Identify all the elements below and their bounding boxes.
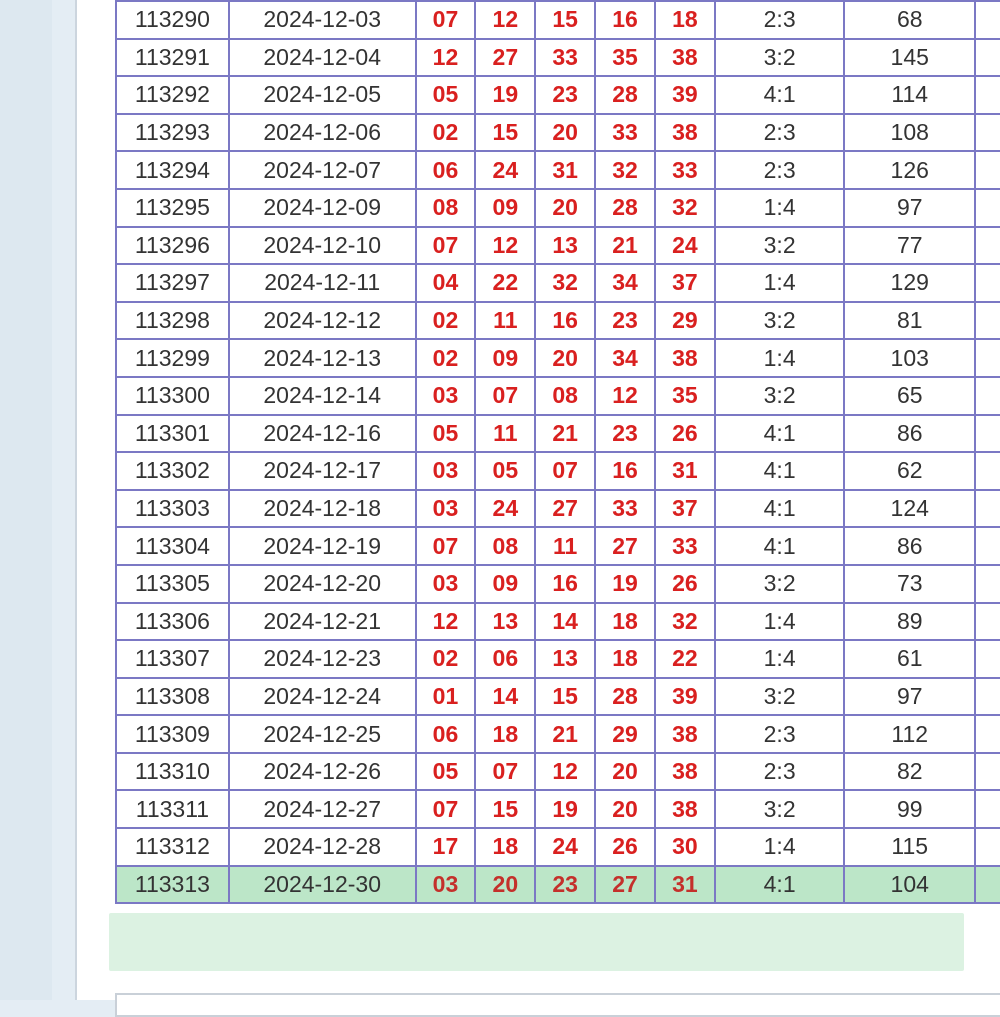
winning-number-cell: 07 <box>475 753 535 791</box>
table-row <box>116 527 1000 565</box>
winning-number-cell: 14 <box>475 678 535 716</box>
table-row <box>116 264 1000 302</box>
odd-even-ratio-cell: 1:4 <box>715 603 845 641</box>
winning-number-cell: 07 <box>416 790 476 828</box>
winning-number-cell: 03 <box>416 866 476 904</box>
winning-number-cell: 15 <box>475 114 535 152</box>
period-cell: 113309 <box>116 715 229 753</box>
table-row <box>116 302 1000 340</box>
sum-cell: 77 <box>844 227 975 265</box>
overflow-cell <box>975 189 1000 227</box>
winning-number-cell: 19 <box>475 76 535 114</box>
table-row <box>116 415 1000 453</box>
winning-number-cell: 13 <box>475 603 535 641</box>
sum-cell: 115 <box>844 828 975 866</box>
odd-even-ratio-cell: 4:1 <box>715 866 845 904</box>
overflow-cell <box>975 377 1000 415</box>
winning-number-cell: 01 <box>416 678 476 716</box>
odd-even-ratio-cell: 2:3 <box>715 114 845 152</box>
winning-number-cell: 35 <box>655 377 715 415</box>
winning-number-cell: 03 <box>416 490 476 528</box>
period-cell: 113305 <box>116 565 229 603</box>
period-cell: 113292 <box>116 76 229 114</box>
period-cell: 113298 <box>116 302 229 340</box>
sum-cell: 104 <box>844 866 975 904</box>
overflow-cell <box>975 39 1000 77</box>
winning-number-cell: 38 <box>655 753 715 791</box>
sum-cell: 103 <box>844 339 975 377</box>
odd-even-ratio-cell: 3:2 <box>715 377 845 415</box>
winning-number-cell: 38 <box>655 715 715 753</box>
date-cell: 2024-12-04 <box>229 39 416 77</box>
table-row <box>116 1 1000 39</box>
sum-cell: 61 <box>844 640 975 678</box>
winning-number-cell: 20 <box>595 753 655 791</box>
winning-number-cell: 08 <box>535 377 595 415</box>
winning-number-cell: 17 <box>416 828 476 866</box>
table-row <box>116 715 1000 753</box>
winning-number-cell: 31 <box>535 151 595 189</box>
date-cell: 2024-12-07 <box>229 151 416 189</box>
period-cell: 113297 <box>116 264 229 302</box>
winning-number-cell: 35 <box>595 39 655 77</box>
overflow-cell <box>975 603 1000 641</box>
winning-number-cell: 32 <box>655 603 715 641</box>
period-cell: 113310 <box>116 753 229 791</box>
date-cell: 2024-12-17 <box>229 452 416 490</box>
odd-even-ratio-cell: 3:2 <box>715 790 845 828</box>
period-cell: 113306 <box>116 603 229 641</box>
sum-cell: 73 <box>844 565 975 603</box>
winning-number-cell: 38 <box>655 39 715 77</box>
winning-number-cell: 14 <box>535 603 595 641</box>
sum-cell: 108 <box>844 114 975 152</box>
winning-number-cell: 38 <box>655 790 715 828</box>
overflow-cell <box>975 640 1000 678</box>
winning-number-cell: 12 <box>595 377 655 415</box>
winning-number-cell: 02 <box>416 114 476 152</box>
winning-number-cell: 12 <box>475 1 535 39</box>
winning-number-cell: 02 <box>416 339 476 377</box>
date-cell: 2024-12-14 <box>229 377 416 415</box>
sum-cell: 86 <box>844 527 975 565</box>
sum-cell: 145 <box>844 39 975 77</box>
winning-number-cell: 24 <box>475 490 535 528</box>
overflow-cell <box>975 527 1000 565</box>
winning-number-cell: 18 <box>475 715 535 753</box>
overflow-cell <box>975 302 1000 340</box>
winning-number-cell: 20 <box>535 114 595 152</box>
next-section-box <box>115 993 1000 1017</box>
winning-number-cell: 09 <box>475 565 535 603</box>
period-cell: 113313 <box>116 866 229 904</box>
odd-even-ratio-cell: 1:4 <box>715 189 845 227</box>
winning-number-cell: 16 <box>595 1 655 39</box>
winning-number-cell: 23 <box>595 415 655 453</box>
winning-number-cell: 15 <box>475 790 535 828</box>
winning-number-cell: 32 <box>535 264 595 302</box>
sum-cell: 112 <box>844 715 975 753</box>
sum-cell: 129 <box>844 264 975 302</box>
overflow-cell <box>975 866 1000 904</box>
overflow-cell <box>975 76 1000 114</box>
odd-even-ratio-cell: 2:3 <box>715 715 845 753</box>
period-cell: 113295 <box>116 189 229 227</box>
sum-cell: 89 <box>844 603 975 641</box>
sum-cell: 65 <box>844 377 975 415</box>
date-cell: 2024-12-20 <box>229 565 416 603</box>
winning-number-cell: 13 <box>535 227 595 265</box>
overflow-cell <box>975 452 1000 490</box>
overflow-cell <box>975 715 1000 753</box>
winning-number-cell: 18 <box>475 828 535 866</box>
date-cell: 2024-12-06 <box>229 114 416 152</box>
overflow-cell <box>975 415 1000 453</box>
odd-even-ratio-cell: 3:2 <box>715 302 845 340</box>
sum-cell: 82 <box>844 753 975 791</box>
winning-number-cell: 37 <box>655 490 715 528</box>
odd-even-ratio-cell: 4:1 <box>715 490 845 528</box>
odd-even-ratio-cell: 3:2 <box>715 565 845 603</box>
winning-number-cell: 07 <box>535 452 595 490</box>
winning-number-cell: 30 <box>655 828 715 866</box>
winning-number-cell: 22 <box>475 264 535 302</box>
sum-cell: 81 <box>844 302 975 340</box>
winning-number-cell: 07 <box>475 377 535 415</box>
winning-number-cell: 26 <box>655 415 715 453</box>
odd-even-ratio-cell: 4:1 <box>715 415 845 453</box>
winning-number-cell: 05 <box>416 753 476 791</box>
sum-cell: 124 <box>844 490 975 528</box>
period-cell: 113290 <box>116 1 229 39</box>
date-cell: 2024-12-28 <box>229 828 416 866</box>
winning-number-cell: 12 <box>416 603 476 641</box>
winning-number-cell: 29 <box>655 302 715 340</box>
winning-number-cell: 05 <box>416 415 476 453</box>
winning-number-cell: 34 <box>595 339 655 377</box>
period-cell: 113303 <box>116 490 229 528</box>
sum-cell: 97 <box>844 678 975 716</box>
period-cell: 113300 <box>116 377 229 415</box>
table-row-latest <box>116 866 1000 904</box>
date-cell: 2024-12-30 <box>229 866 416 904</box>
winning-number-cell: 03 <box>416 565 476 603</box>
winning-number-cell: 03 <box>416 377 476 415</box>
odd-even-ratio-cell: 3:2 <box>715 39 845 77</box>
date-cell: 2024-12-18 <box>229 490 416 528</box>
winning-number-cell: 24 <box>655 227 715 265</box>
winning-number-cell: 07 <box>416 527 476 565</box>
overflow-cell <box>975 490 1000 528</box>
odd-even-ratio-cell: 1:4 <box>715 640 845 678</box>
winning-number-cell: 18 <box>655 1 715 39</box>
date-cell: 2024-12-23 <box>229 640 416 678</box>
winning-number-cell: 07 <box>416 227 476 265</box>
winning-number-cell: 31 <box>655 452 715 490</box>
winning-number-cell: 19 <box>595 565 655 603</box>
winning-number-cell: 18 <box>595 603 655 641</box>
winning-number-cell: 20 <box>535 339 595 377</box>
odd-even-ratio-cell: 4:1 <box>715 527 845 565</box>
period-cell: 113293 <box>116 114 229 152</box>
winning-number-cell: 16 <box>535 565 595 603</box>
table-row <box>116 339 1000 377</box>
odd-even-ratio-cell: 2:3 <box>715 1 845 39</box>
overflow-cell <box>975 828 1000 866</box>
sum-cell: 62 <box>844 452 975 490</box>
winning-number-cell: 28 <box>595 189 655 227</box>
latest-row-highlight <box>109 913 964 971</box>
date-cell: 2024-12-19 <box>229 527 416 565</box>
winning-number-cell: 33 <box>655 527 715 565</box>
date-cell: 2024-12-11 <box>229 264 416 302</box>
overflow-cell <box>975 151 1000 189</box>
winning-number-cell: 27 <box>595 866 655 904</box>
winning-number-cell: 03 <box>416 452 476 490</box>
winning-number-cell: 28 <box>595 76 655 114</box>
table-row <box>116 490 1000 528</box>
date-cell: 2024-12-16 <box>229 415 416 453</box>
winning-number-cell: 28 <box>595 678 655 716</box>
winning-number-cell: 29 <box>595 715 655 753</box>
date-cell: 2024-12-27 <box>229 790 416 828</box>
sum-cell: 97 <box>844 189 975 227</box>
date-cell: 2024-12-12 <box>229 302 416 340</box>
winning-number-cell: 38 <box>655 339 715 377</box>
table-row <box>116 189 1000 227</box>
draw-results-table-container <box>115 0 1000 904</box>
winning-number-cell: 21 <box>535 715 595 753</box>
winning-number-cell: 27 <box>595 527 655 565</box>
overflow-cell <box>975 1 1000 39</box>
table-row <box>116 39 1000 77</box>
winning-number-cell: 38 <box>655 114 715 152</box>
winning-number-cell: 08 <box>475 527 535 565</box>
left-margin <box>0 0 52 1000</box>
winning-number-cell: 37 <box>655 264 715 302</box>
winning-number-cell: 02 <box>416 302 476 340</box>
winning-number-cell: 08 <box>416 189 476 227</box>
overflow-cell <box>975 678 1000 716</box>
results-body <box>116 1 1000 903</box>
winning-number-cell: 07 <box>416 1 476 39</box>
period-cell: 113301 <box>116 415 229 453</box>
date-cell: 2024-12-25 <box>229 715 416 753</box>
winning-number-cell: 33 <box>595 114 655 152</box>
overflow-cell <box>975 565 1000 603</box>
date-cell: 2024-12-13 <box>229 339 416 377</box>
period-cell: 113307 <box>116 640 229 678</box>
date-cell: 2024-12-05 <box>229 76 416 114</box>
winning-number-cell: 23 <box>535 866 595 904</box>
winning-number-cell: 20 <box>475 866 535 904</box>
overflow-cell <box>975 114 1000 152</box>
table-row <box>116 640 1000 678</box>
date-cell: 2024-12-26 <box>229 753 416 791</box>
draw-results-table <box>115 0 1000 904</box>
date-cell: 2024-12-10 <box>229 227 416 265</box>
winning-number-cell: 33 <box>535 39 595 77</box>
winning-number-cell: 31 <box>655 866 715 904</box>
odd-even-ratio-cell: 1:4 <box>715 339 845 377</box>
sum-cell: 68 <box>844 1 975 39</box>
winning-number-cell: 09 <box>475 189 535 227</box>
table-row <box>116 452 1000 490</box>
overflow-cell <box>975 227 1000 265</box>
winning-number-cell: 09 <box>475 339 535 377</box>
winning-number-cell: 32 <box>655 189 715 227</box>
winning-number-cell: 11 <box>535 527 595 565</box>
overflow-cell <box>975 753 1000 791</box>
winning-number-cell: 05 <box>475 452 535 490</box>
date-cell: 2024-12-03 <box>229 1 416 39</box>
odd-even-ratio-cell: 3:2 <box>715 227 845 265</box>
date-cell: 2024-12-21 <box>229 603 416 641</box>
odd-even-ratio-cell: 2:3 <box>715 151 845 189</box>
winning-number-cell: 15 <box>535 1 595 39</box>
odd-even-ratio-cell: 4:1 <box>715 452 845 490</box>
winning-number-cell: 23 <box>595 302 655 340</box>
winning-number-cell: 32 <box>595 151 655 189</box>
winning-number-cell: 39 <box>655 76 715 114</box>
table-row <box>116 377 1000 415</box>
date-cell: 2024-12-09 <box>229 189 416 227</box>
winning-number-cell: 33 <box>655 151 715 189</box>
winning-number-cell: 18 <box>595 640 655 678</box>
winning-number-cell: 04 <box>416 264 476 302</box>
winning-number-cell: 05 <box>416 76 476 114</box>
winning-number-cell: 21 <box>535 415 595 453</box>
winning-number-cell: 27 <box>535 490 595 528</box>
winning-number-cell: 23 <box>535 76 595 114</box>
winning-number-cell: 20 <box>535 189 595 227</box>
winning-number-cell: 12 <box>475 227 535 265</box>
date-cell: 2024-12-24 <box>229 678 416 716</box>
period-cell: 113308 <box>116 678 229 716</box>
winning-number-cell: 02 <box>416 640 476 678</box>
winning-number-cell: 39 <box>655 678 715 716</box>
odd-even-ratio-cell: 1:4 <box>715 264 845 302</box>
winning-number-cell: 11 <box>475 415 535 453</box>
winning-number-cell: 33 <box>595 490 655 528</box>
overflow-cell <box>975 790 1000 828</box>
table-row <box>116 828 1000 866</box>
sum-cell: 114 <box>844 76 975 114</box>
period-cell: 113296 <box>116 227 229 265</box>
sum-cell: 126 <box>844 151 975 189</box>
table-row <box>116 76 1000 114</box>
winning-number-cell: 06 <box>475 640 535 678</box>
winning-number-cell: 15 <box>535 678 595 716</box>
winning-number-cell: 06 <box>416 151 476 189</box>
table-row <box>116 114 1000 152</box>
table-row <box>116 753 1000 791</box>
sum-cell: 99 <box>844 790 975 828</box>
table-row <box>116 565 1000 603</box>
winning-number-cell: 21 <box>595 227 655 265</box>
overflow-cell <box>975 264 1000 302</box>
winning-number-cell: 11 <box>475 302 535 340</box>
period-cell: 113291 <box>116 39 229 77</box>
winning-number-cell: 24 <box>475 151 535 189</box>
winning-number-cell: 22 <box>655 640 715 678</box>
winning-number-cell: 20 <box>595 790 655 828</box>
period-cell: 113312 <box>116 828 229 866</box>
sum-cell: 86 <box>844 415 975 453</box>
winning-number-cell: 06 <box>416 715 476 753</box>
table-row <box>116 227 1000 265</box>
table-row <box>116 790 1000 828</box>
period-cell: 113302 <box>116 452 229 490</box>
odd-even-ratio-cell: 1:4 <box>715 828 845 866</box>
winning-number-cell: 34 <box>595 264 655 302</box>
winning-number-cell: 27 <box>475 39 535 77</box>
winning-number-cell: 13 <box>535 640 595 678</box>
period-cell: 113294 <box>116 151 229 189</box>
winning-number-cell: 26 <box>655 565 715 603</box>
table-row <box>116 603 1000 641</box>
winning-number-cell: 16 <box>595 452 655 490</box>
odd-even-ratio-cell: 4:1 <box>715 76 845 114</box>
period-cell: 113299 <box>116 339 229 377</box>
winning-number-cell: 24 <box>535 828 595 866</box>
period-cell: 113311 <box>116 790 229 828</box>
winning-number-cell: 12 <box>416 39 476 77</box>
odd-even-ratio-cell: 2:3 <box>715 753 845 791</box>
winning-number-cell: 16 <box>535 302 595 340</box>
table-row <box>116 151 1000 189</box>
odd-even-ratio-cell: 3:2 <box>715 678 845 716</box>
period-cell: 113304 <box>116 527 229 565</box>
winning-number-cell: 12 <box>535 753 595 791</box>
overflow-cell <box>975 339 1000 377</box>
winning-number-cell: 19 <box>535 790 595 828</box>
table-row <box>116 678 1000 716</box>
winning-number-cell: 26 <box>595 828 655 866</box>
